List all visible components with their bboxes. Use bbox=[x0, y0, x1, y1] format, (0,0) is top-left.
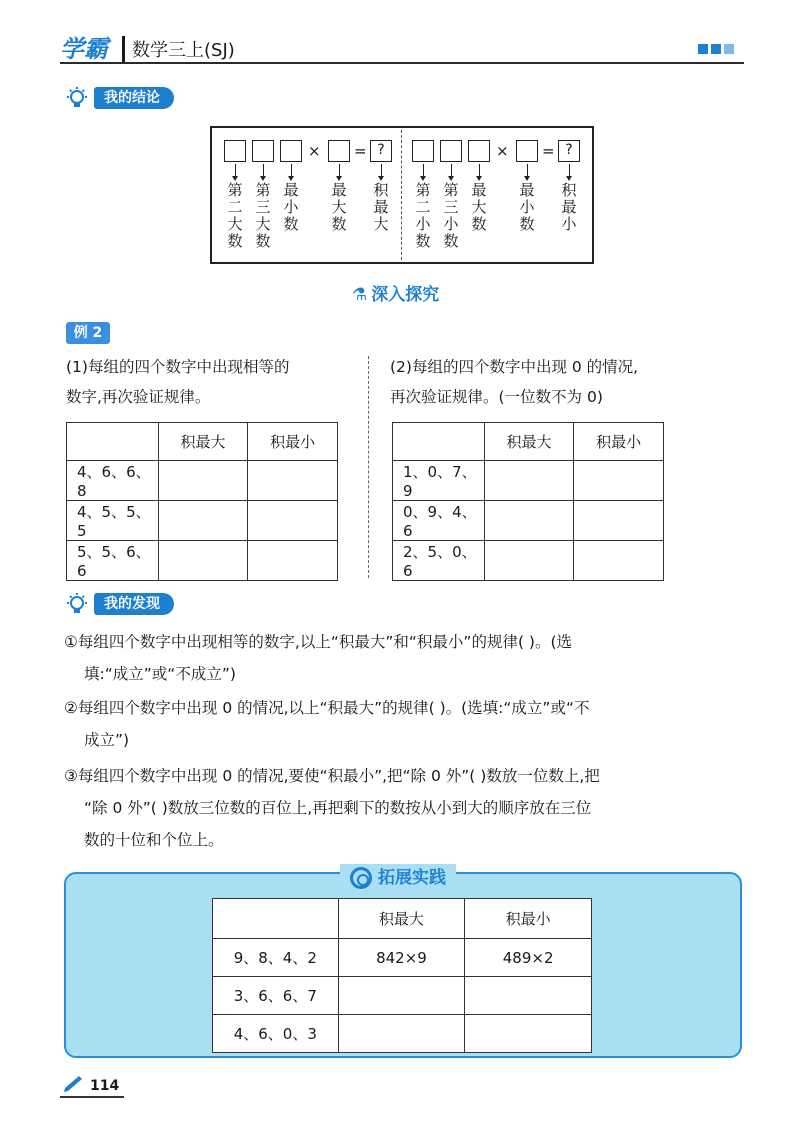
part1-line1: (1)每组的四个数字中出现相等的 bbox=[66, 358, 290, 376]
answer-cell[interactable] bbox=[484, 541, 574, 581]
answer-cell[interactable] bbox=[248, 461, 338, 501]
header-squares-icon bbox=[698, 44, 734, 54]
diagram-divider bbox=[401, 130, 402, 260]
digit-box bbox=[224, 140, 246, 162]
arrow-down-icon bbox=[381, 164, 382, 178]
group-cell: 4、6、6、8 bbox=[67, 461, 159, 501]
header-rule bbox=[60, 62, 744, 64]
vertical-label: 最小数 bbox=[519, 181, 535, 233]
answer-cell[interactable] bbox=[484, 501, 574, 541]
answer-cell[interactable] bbox=[158, 461, 248, 501]
vertical-label: 第三小数 bbox=[443, 181, 459, 250]
group-cell: 0、9、4、6 bbox=[393, 501, 485, 541]
practice-title bbox=[340, 864, 456, 892]
digit-box bbox=[252, 140, 274, 162]
vertical-label: 第二小数 bbox=[415, 181, 431, 250]
table-header: 积最小 bbox=[465, 899, 592, 939]
table-row bbox=[213, 1015, 592, 1053]
finding-line: ①每组四个数字中出现相等的数字,以上“积最大”和“积最小”的规律( )。(选 bbox=[64, 633, 573, 651]
answer-cell[interactable] bbox=[158, 541, 248, 581]
group-cell: 9、8、4、2 bbox=[213, 939, 339, 977]
vertical-label: 最大数 bbox=[331, 181, 347, 233]
vertical-label: 第二大数 bbox=[227, 181, 243, 250]
lightbulb-icon bbox=[64, 86, 94, 110]
answer-cell[interactable] bbox=[248, 501, 338, 541]
answer-cell[interactable] bbox=[574, 461, 664, 501]
table-row bbox=[67, 461, 338, 501]
digit-box bbox=[328, 140, 350, 162]
answer-cell[interactable] bbox=[158, 501, 248, 541]
digit-box bbox=[412, 140, 434, 162]
example-badge: 例 2 bbox=[66, 322, 110, 344]
multiply-sign: × bbox=[308, 142, 321, 160]
footer-rule bbox=[60, 1096, 124, 1098]
book-title: 数学三上(SJ) bbox=[132, 40, 235, 61]
group-cell: 3、6、6、7 bbox=[213, 977, 339, 1015]
table-header: 积最小 bbox=[574, 423, 664, 461]
answer-cell: 842×9 bbox=[338, 939, 465, 977]
vertical-label: 第三大数 bbox=[255, 181, 271, 250]
result-box: ? bbox=[370, 140, 392, 162]
arrow-down-icon bbox=[263, 164, 264, 178]
answer-cell: 489×2 bbox=[465, 939, 592, 977]
pencil-icon bbox=[62, 1076, 86, 1094]
arrow-down-icon bbox=[423, 164, 424, 178]
badge-label: 我的发现 bbox=[94, 593, 174, 615]
part2-line2: 再次验证规律。(一位数不为 0) bbox=[390, 388, 603, 406]
arrow-down-icon bbox=[339, 164, 340, 178]
part2-text bbox=[390, 352, 690, 412]
vertical-label: 最大数 bbox=[471, 181, 487, 233]
digit-box bbox=[440, 140, 462, 162]
vertical-label: 积最小 bbox=[561, 181, 577, 233]
answer-cell[interactable] bbox=[484, 461, 574, 501]
table-header: 积最大 bbox=[484, 423, 574, 461]
conclusion-badge bbox=[64, 86, 174, 110]
arrow-down-icon bbox=[527, 164, 528, 178]
table-header: 积最大 bbox=[338, 899, 465, 939]
table-row bbox=[213, 939, 592, 977]
digit-box bbox=[280, 140, 302, 162]
table-row bbox=[393, 501, 664, 541]
arrow-down-icon bbox=[451, 164, 452, 178]
arrow-down-icon bbox=[291, 164, 292, 178]
table-row bbox=[213, 977, 592, 1015]
finding-item-2 bbox=[64, 692, 754, 756]
table-header bbox=[393, 423, 485, 461]
explore-title bbox=[352, 280, 439, 305]
findings-badge bbox=[64, 592, 174, 616]
equals-sign: = bbox=[354, 142, 367, 160]
multiply-sign: × bbox=[496, 142, 509, 160]
table-header bbox=[67, 423, 159, 461]
result-box: ? bbox=[558, 140, 580, 162]
column-divider bbox=[368, 356, 369, 578]
microscope-icon: ⚗ bbox=[352, 285, 368, 305]
digit-box bbox=[468, 140, 490, 162]
answer-cell[interactable] bbox=[574, 501, 664, 541]
arrow-down-icon bbox=[569, 164, 570, 178]
digit-box bbox=[516, 140, 538, 162]
finding-line: 填:“成立”或“不成立”) bbox=[84, 665, 236, 683]
part1-line2: 数字,再次验证规律。 bbox=[66, 388, 211, 406]
finding-item-3 bbox=[64, 760, 754, 856]
practice-table bbox=[212, 898, 592, 1053]
answer-cell[interactable] bbox=[338, 977, 465, 1015]
table-row bbox=[393, 541, 664, 581]
practice-title-text: 拓展实践 bbox=[378, 868, 446, 888]
brand-logo bbox=[60, 26, 108, 66]
finding-line: ②每组四个数字中出现 0 的情况,以上“积最大”的规律( )。(选填:“成立”或“不 bbox=[64, 699, 590, 717]
answer-cell[interactable] bbox=[338, 1015, 465, 1053]
finding-item-1 bbox=[64, 626, 754, 690]
finding-line: 成立”) bbox=[84, 731, 130, 749]
finding-line: “除 0 外”( )数放三位数的百位上,再把剩下的数按从小到大的顺序放在三位 bbox=[84, 799, 592, 817]
equals-sign: = bbox=[542, 142, 555, 160]
finding-line: 数的十位和个位上。 bbox=[84, 831, 224, 849]
part2-line1: (2)每组的四个数字中出现 0 的情况, bbox=[390, 358, 639, 376]
answer-cell[interactable] bbox=[465, 977, 592, 1015]
group-cell: 4、6、0、3 bbox=[213, 1015, 339, 1053]
swirl-icon bbox=[350, 867, 372, 889]
part2-table bbox=[392, 422, 664, 581]
vertical-label: 最小数 bbox=[283, 181, 299, 233]
table-header: 积最小 bbox=[248, 423, 338, 461]
finding-line: ③每组四个数字中出现 0 的情况,要使“积最小”,把“除 0 外”( )数放一位数上,把 bbox=[64, 767, 600, 785]
table-row bbox=[393, 461, 664, 501]
answer-cell[interactable] bbox=[248, 541, 338, 581]
arrow-down-icon bbox=[479, 164, 480, 178]
header-separator bbox=[122, 36, 125, 62]
part1-text bbox=[66, 352, 362, 412]
vertical-label: 积最大 bbox=[373, 181, 389, 233]
explore-title-text: 深入探究 bbox=[371, 285, 440, 305]
lightbulb-icon bbox=[64, 592, 94, 616]
table-header: 积最大 bbox=[158, 423, 248, 461]
brand-text: 学霸 bbox=[60, 34, 108, 63]
table-row bbox=[67, 541, 338, 581]
table-header bbox=[213, 899, 339, 939]
group-cell: 2、5、0、6 bbox=[393, 541, 485, 581]
page-number: 114 bbox=[90, 1078, 120, 1094]
answer-cell[interactable] bbox=[574, 541, 664, 581]
group-cell: 1、0、7、9 bbox=[393, 461, 485, 501]
arrow-down-icon bbox=[235, 164, 236, 178]
part1-table bbox=[66, 422, 338, 581]
group-cell: 5、5、6、6 bbox=[67, 541, 159, 581]
group-cell: 4、5、5、5 bbox=[67, 501, 159, 541]
table-row bbox=[67, 501, 338, 541]
answer-cell[interactable] bbox=[465, 1015, 592, 1053]
badge-label: 我的结论 bbox=[94, 87, 174, 109]
